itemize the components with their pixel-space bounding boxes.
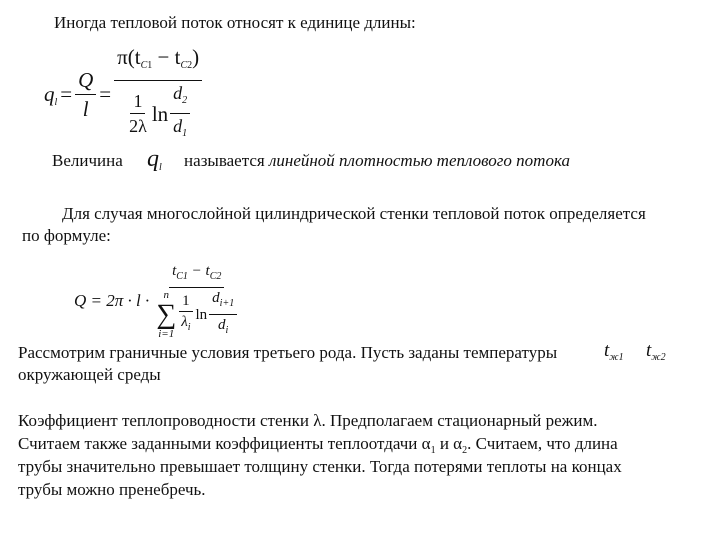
conductivity-para-line-1: Коэффициент теплопроводности стенки λ. Предполагаем стационарный режим. <box>18 411 598 430</box>
f2-main-frac <box>153 262 240 340</box>
f2-numerator: $t_{C1} - t_{C2}$ <box>169 262 224 288</box>
conductivity-para-line-3: трубы значительно превышает толщину стенки. Тогда потерями теплоты на концах <box>18 457 622 476</box>
multilayer-para-line-2: по формуле: <box>22 226 111 245</box>
f1-frac-q-over-l: $\frac{Q}{l}$ <box>75 67 96 122</box>
f1-inner-frac: $\frac{1}{2\lambda}$ <box>129 91 147 136</box>
f1-main-frac <box>114 44 202 145</box>
multilayer-heat-flow-formula <box>74 262 240 340</box>
t-zh2-symbol: $t_{ж2}$ <box>646 340 666 363</box>
conductivity-para-line-2: Считаем также заданными коэффициенты теплоотдачи $\alpha_1$ и $\alpha_2$. Считаем, что длина <box>18 434 618 456</box>
multilayer-para-line-1: Для случая многослойной цилиндрической стенки тепловой поток определяется <box>62 204 646 223</box>
f1-main-denominator: $\frac{1}{2\lambda}$ ln $\frac{d_2}{d_1}$ <box>123 81 193 145</box>
f2-denominator: n ∑ i=1 $\frac{1}{\lambda_i}$ ln $\frac{d_{i+1}}{d_i}$ <box>153 288 240 340</box>
linear-density-term: линейной плотностью теплового потока <box>268 151 570 170</box>
conductivity-para-line-4: трубы можно пренебречь. <box>18 480 206 499</box>
boundary-para-line-2: окружающей среды <box>18 365 161 384</box>
boundary-para-line-1: Рассмотрим граничные условия третьего рода. Пусть заданы температуры <box>18 343 558 362</box>
f2-lhs: Q = 2π · l · <box>74 291 150 310</box>
f1-equals-1: = <box>60 82 73 106</box>
ql-symbol: $q_l$ <box>147 146 162 173</box>
intro-line: Иногда тепловой поток относят к единице длины: <box>54 13 416 32</box>
f1-lhs: $q_l$ <box>44 81 58 108</box>
t-zh1-symbol: $t_{ж1}$ <box>604 340 624 363</box>
f1-equals-2: = <box>99 82 112 106</box>
f1-main-numerator: $\pi(t_{C1} - t_{C2})$ <box>114 44 202 81</box>
sum-symbol: n ∑ i=1 <box>156 288 177 340</box>
definition-line: Величина $q_l$ называется линейной плотностью теплового потока <box>52 146 570 173</box>
f1-d-ratio: $\frac{d_2}{d_1}$ <box>170 82 190 145</box>
linear-heat-flux-formula <box>44 44 202 145</box>
f2-inner-frac: $\frac{1}{\lambda_i}$ <box>178 292 193 337</box>
f2-d-ratio: $\frac{d_{i+1}}{d_i}$ <box>209 289 237 340</box>
